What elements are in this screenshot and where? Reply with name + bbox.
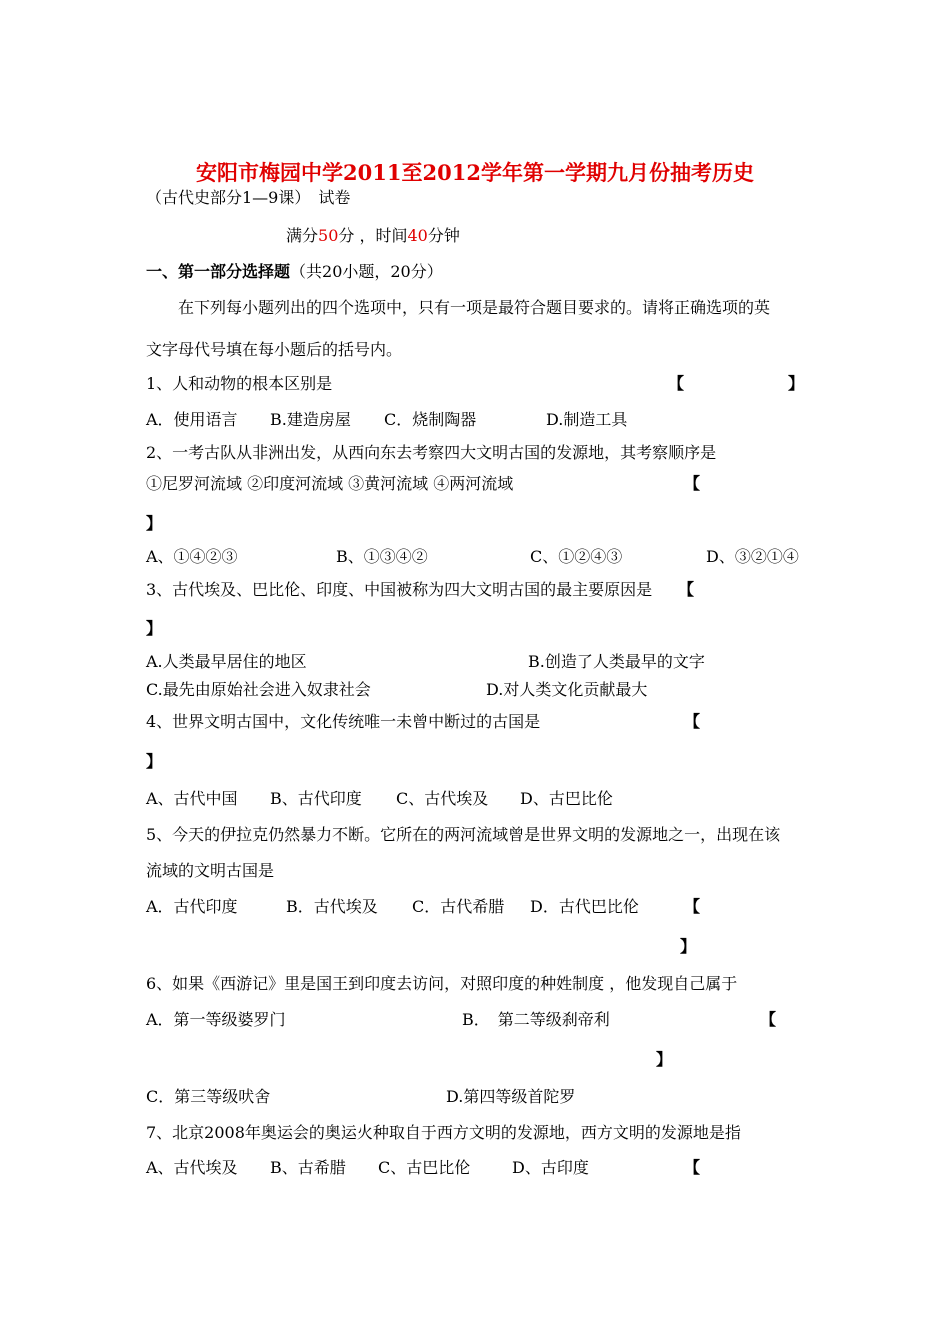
q3-option-c: C.最先由原始社会进入奴隶社会	[146, 680, 371, 699]
q1-bracket-open: 【	[668, 374, 685, 393]
q5-stem-line-1: 5、今天的伊拉克仍然暴力不断。它所在的两河流域曾是世界文明的发源地之一，出现在该	[146, 825, 781, 844]
q2-bracket-open: 【	[684, 474, 701, 493]
time-value: 40	[407, 226, 428, 245]
q2-bracket-close: 】	[146, 514, 163, 533]
q5-option-d: D．古代巴比伦	[530, 897, 639, 916]
q1-option-d: D.制造工具	[546, 410, 628, 429]
q6-option-a: A．第一等级婆罗门	[146, 1010, 286, 1029]
q3-option-b: B.创造了人类最早的文字	[528, 652, 705, 671]
q2-option-d: D、③②①④	[706, 547, 799, 566]
time-suffix: 分钟	[427, 226, 460, 245]
q1-bracket-close: 】	[788, 374, 805, 393]
q5-bracket-close: 】	[680, 937, 697, 956]
q6-stem: 6、如果《西游记》里是国王到印度去访问，对照印度的种姓制度 ，他发现自己属于	[146, 974, 738, 993]
q4-option-a: A、古代中国	[146, 789, 238, 808]
score-prefix: 满分	[286, 226, 319, 245]
q2-option-c: C、①②④③	[530, 547, 623, 566]
section-heading-note: （共20小题，20分）	[290, 262, 443, 281]
q1-option-a: A．使用语言	[146, 410, 238, 429]
q7-option-d: D、古印度	[512, 1158, 589, 1177]
score-value: 50	[318, 226, 339, 245]
q1-stem: 1、人和动物的根本区别是	[146, 374, 333, 393]
q7-bracket-open: 【	[684, 1158, 701, 1177]
section-heading-line	[146, 262, 443, 282]
q2-option-b: B、①③④②	[336, 547, 428, 566]
q5-stem-line-2: 流域的文明古国是	[146, 861, 275, 880]
q4-option-b: B、古代印度	[270, 789, 362, 808]
q5-option-b: B．古代埃及	[286, 897, 378, 916]
q2-stem: 2、一考古队从非洲出发，从西向东去考察四大文明古国的发源地，其考察顺序是	[146, 443, 717, 462]
q2-items: ①尼罗河流域 ②印度河流域 ③黄河流域 ④两河流域	[146, 474, 514, 493]
q4-stem: 4、世界文明古国中，文化传统唯一未曾中断过的古国是	[146, 712, 541, 731]
q7-option-a: A、古代埃及	[146, 1158, 238, 1177]
q4-option-c: C、古代埃及	[396, 789, 489, 808]
exam-subtitle: （古代史部分1—9课） 试卷	[146, 188, 351, 207]
q1-option-c: C．烧制陶器	[384, 410, 477, 429]
q6-bracket-close: 】	[656, 1050, 673, 1069]
q7-option-b: B、古希腊	[270, 1158, 346, 1177]
q6-option-d: D.第四等级首陀罗	[446, 1087, 576, 1106]
q4-bracket-open: 【	[684, 712, 701, 731]
q3-bracket-close: 】	[146, 619, 163, 638]
q6-option-b: B． 第二等级刹帝利	[462, 1010, 610, 1029]
q5-bracket-open: 【	[684, 897, 701, 916]
q2-option-a: A、①④②③	[146, 547, 238, 566]
score-mid: 分 ，时间	[338, 226, 408, 245]
q5-option-c: C．古代希腊	[412, 897, 505, 916]
q4-option-d: D、古巴比伦	[520, 789, 613, 808]
q6-option-c: C．第三等级吠舍	[146, 1087, 271, 1106]
q1-option-b: B.建造房屋	[270, 410, 351, 429]
q3-option-d: D.对人类文化贡献最大	[486, 680, 648, 699]
q3-bracket-open: 【	[678, 580, 695, 599]
exam-title: 安阳市梅园中学2011至2012学年第一学期九月份抽考历史	[196, 160, 754, 185]
q6-bracket-open: 【	[760, 1010, 777, 1029]
q4-bracket-close: 】	[146, 752, 163, 771]
q7-option-c: C、古巴比伦	[378, 1158, 471, 1177]
q3-stem: 3、古代埃及、巴比伦、印度、中国被称为四大文明古国的最主要原因是	[146, 580, 653, 599]
q5-option-a: A．古代印度	[146, 897, 238, 916]
section-heading: 一、第一部分选择题	[146, 262, 291, 281]
instruction-line-2: 文字母代号填在每小题后的括号内。	[146, 340, 403, 359]
score-time-line	[286, 226, 460, 246]
instruction-line-1: 在下列每小题列出的四个选项中，只有一项是最符合题目要求的。请将正确选项的英	[178, 298, 771, 317]
q7-stem: 7、北京2008年奥运会的奥运火种取自于西方文明的发源地，西方文明的发源地是指	[146, 1123, 741, 1142]
q3-option-a: A.人类最早居住的地区	[146, 652, 307, 671]
